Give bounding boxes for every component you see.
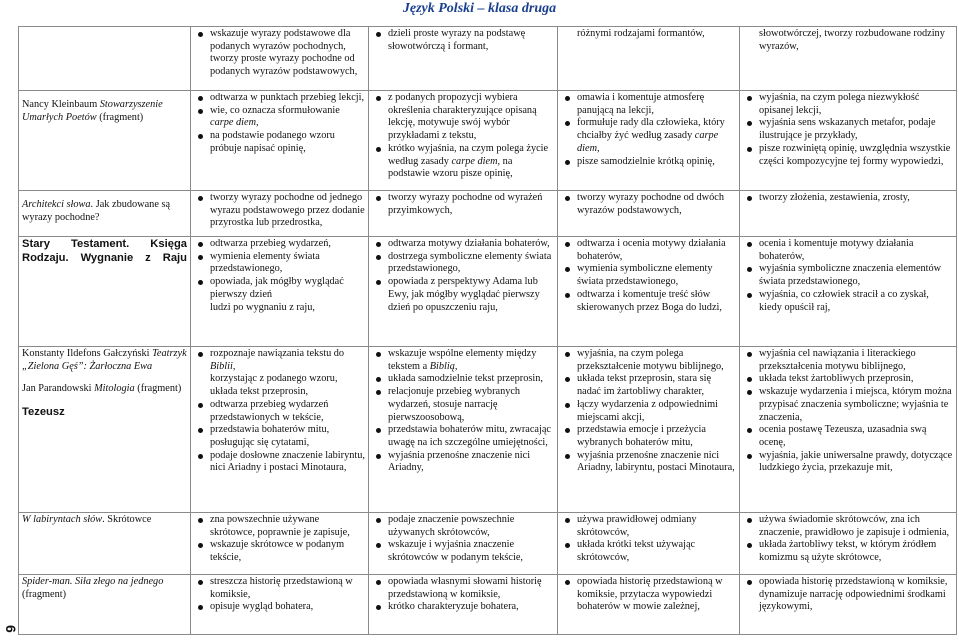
list-item-text: ocenia i komentuje motywy działania bohaterów, [759,238,914,262]
requirements-cell [369,27,558,91]
list-item-text: opisuje wygląd bohatera, [210,601,314,613]
requirements-list [372,514,554,565]
list-item-text: przedstawia bohaterów mitu, posługując się cytatami, [210,424,330,448]
list-item-text: wyjaśnia symboliczne znaczenia elementów świata przedstawionego, [759,263,942,288]
list-item [561,373,736,398]
list-item-text: wskazuje wspólne elementy między tekstem a [388,348,537,372]
list-item-text: dzieli proste wyrazy na podstawę słowotwórczą i formant, [388,28,526,52]
list-item [194,576,365,601]
list-item [743,263,953,288]
list-item [194,514,365,539]
requirements-list [561,192,736,217]
requirements-cell [191,27,369,91]
list-item-text: formułuje rady dla człowieka, który chciałby żyć według zasady [577,117,725,142]
list-item [561,289,736,314]
list-item [743,192,953,205]
list-item-text: układa tekst przeprosin, stara się nadać im żartobliwy charakter, [577,373,712,398]
requirements-cell [558,91,740,191]
topic-cell [19,575,191,635]
requirements-list [561,348,736,475]
list-item-italic: carpe diem, [577,130,719,154]
requirements-cell [369,237,558,347]
list-item-continuation: korzystając z podanego wzoru, układa tekst przeprosin, [210,373,338,398]
table-row [19,575,957,635]
requirements-table [18,26,957,635]
topic-text: . Jak zbudowane są wyrazy pochodne? [22,199,171,223]
table-row [19,347,957,513]
topic-text: (fragment) [96,111,144,123]
list-item-text: rozpoznaje nawiązania tekstu do [210,348,345,359]
page-header: Język Polski – klasa druga [402,1,557,16]
requirements-list [194,28,365,79]
requirements-cell [740,191,957,237]
list-item [372,601,554,614]
topic-text: (fragment) [134,383,182,395]
requirements-list [194,238,365,314]
requirements-list [561,514,736,565]
list-item [743,514,953,539]
list-item-italic: Biblią, [429,360,458,372]
list-item-text: układa samodzielnie tekst przeprosin, [388,373,543,385]
topic-text: Architekci słowa [22,199,91,210]
list-item [194,192,365,230]
list-item [561,238,736,263]
list-item-italic: carpe diem, [451,155,501,167]
topic-title: Tezeusz [22,406,65,419]
topic-text: Jan Parandowski [22,383,95,395]
requirements-list [194,348,365,475]
list-item-text: omawia i komentuje atmosferę panującą na lekcji, [577,92,705,116]
requirements-cell [369,513,558,575]
topic-title [22,514,187,527]
requirements-list [194,576,365,614]
list-item [372,373,554,386]
requirements-cell [191,347,369,513]
list-item-text: podaje znaczenie powszechnie używanych skrótowców, [388,514,515,538]
list-item-text: wyjaśnia, jakie uniwersalne prawdy, dotyczące ludzkiego życia, przekazuje mit, [759,449,953,474]
requirements-list [743,348,953,475]
list-item [743,289,953,314]
list-item [372,539,554,564]
requirements-cell [558,575,740,635]
list-item-text: z podanych propozycji wybiera określenia charakteryzujące opisaną lekcję, motywuje swój wybór przykładami z tekstu, [388,92,537,142]
list-item-text: odtwarza motywy działania bohaterów, [388,238,550,249]
list-item-text: tworzy wyrazy pochodne od jednego wyrazu podstawowego przez dodanie przyrostka lub przedrostka, [210,192,365,229]
list-item [372,514,554,539]
requirements-cell [191,237,369,347]
list-item-text: tworzy złożenia, zestawienia, zrosty, [759,192,910,203]
list-item [372,348,554,373]
list-item-italic: Biblii, [210,360,236,372]
list-item [372,576,554,601]
requirements-cell [191,191,369,237]
requirements-cell [558,347,740,513]
list-item-text: dostrzega symboliczne elementy świata przedstawionego, [388,250,552,275]
list-item-text: ocenia postawę Tezeusza, uzasadnia swą ocenę, [759,424,927,448]
list-item-text: pisze rozwiniętą opinię, uwzględnia wszystkie części kompozycyjne tej formy wypowiedzi, [759,142,951,167]
requirements-list [743,238,953,314]
topic-cell [19,347,191,513]
list-item [372,450,554,475]
list-item [372,424,554,449]
topic-cell [19,237,191,347]
requirements-cell [191,575,369,635]
list-item-text: przedstawia emocje i przeżycia wybranych bohaterów mitu, [577,424,706,448]
list-item-text: na podstawie wzoru pisze opinię, [388,155,513,180]
list-item [743,373,953,386]
list-item-continuation: ludzi po wygnaniu z raju, [210,301,315,313]
list-item-text: odtwarza w punktach przebieg lekcji, [210,92,365,103]
topic-text: Mitologia [94,383,135,395]
topic-cell [19,191,191,237]
list-item-text: krótko wyjaśnia, na czym polega życie według zasady [388,142,549,167]
list-item-text: przedstawia bohaterów mitu, zwracając uwagę na ich szczególne umiejętności, [388,424,551,448]
requirements-list [194,192,365,230]
list-item [561,399,736,424]
list-item [372,192,554,217]
list-item [194,28,365,79]
table-row [19,91,957,191]
list-item [194,399,365,424]
list-item-text: wskazuje i wyjaśnia znaczenie skrótowców w podanym tekście, [388,539,523,564]
list-item-text: używa świadomie skrótowców, zna ich znaczenie, prawidłowo je zapisuje i odmienia, [759,514,950,538]
list-item [743,348,953,373]
list-item [743,450,953,475]
list-item-italic: carpe diem, [210,117,259,129]
list-item [743,143,953,168]
list-item [194,348,365,399]
list-item-text: pisze samodzielnie krótką opinię, [577,155,715,167]
list-item-text: wskazuje wydarzenia i miejsca, którym można przypisać znaczenia symboliczne; wyjaśnia te znaczenia, [759,386,952,423]
list-item-text: wyjaśnia, na czym polega przekształcenie motywu biblijnego, [577,348,724,372]
requirements-cell [558,27,740,91]
topic-cell [19,27,191,91]
list-item [194,601,365,614]
topic-cell [19,91,191,191]
requirements-list [743,192,953,205]
list-item [561,514,736,539]
requirements-cell [191,513,369,575]
list-item-text: wyjaśnia przenośne znaczenie nici Ariadny, [388,449,531,474]
requirements-list [372,192,554,217]
requirements-cell [740,513,957,575]
list-item-text: na podstawie podanego wzoru próbuje napisać opinię, [210,130,335,154]
list-item [743,92,953,117]
requirements-cell [369,191,558,237]
list-item [561,263,736,288]
requirements-cell [740,237,957,347]
requirements-cell [369,91,558,191]
topic-title [22,348,187,373]
topic-text: Konstanty Ildefons Gałczyński [22,348,153,359]
list-item [743,576,953,614]
topic-text: W labiryntach słów [22,514,103,525]
list-item-text: streszcza historię przedstawioną w komiksie, [210,576,353,600]
requirements-cell [369,347,558,513]
list-item [194,105,365,130]
list-item-text: wskazuje wyrazy podstawowe dla podanych wyrazów pochodnych, tworzy proste wyrazy pochodne od podanych wyrazów podstawowych, [210,28,358,78]
topic-title: Stary Testament. Księga Rodzaju. Wygnanie z Raju [22,238,187,264]
list-item [372,386,554,424]
table-row [19,191,957,237]
list-item [743,238,953,263]
topic-title [22,383,187,396]
topic-text: (fragment) [22,588,67,600]
continued-text: słowotwórczej, tworzy rozbudowane rodziny wyrazów, [759,28,945,52]
list-item-text: opowiada historię przedstawioną w komiksie, dynamizuje narrację odpowiednimi środkami językowymi, [759,576,948,613]
topic-text: Teatrzyk „Zielona Gęś”: Żarłoczna Ewa [22,348,187,372]
topic-text: Nancy Kleinbaum [22,99,100,110]
requirements-list [743,576,953,614]
list-item [194,251,365,276]
list-item [743,539,953,564]
list-item-text: tworzy wyrazy pochodne od wyrażeń przyimkowych, [388,192,543,216]
list-item [194,238,365,251]
requirements-list [561,576,736,614]
list-item [372,143,554,181]
page-number: 6 [3,625,19,633]
requirements-cell [558,513,740,575]
list-item-text: opowiada z perspektywy Adama lub Ewy, jak mógłby wyglądać pierwszy dzień po opuszczeniu raju, [388,276,540,313]
requirements-cell [558,191,740,237]
list-item [561,424,736,449]
list-item-text: układa krótki tekst używając skrótowców, [577,539,696,564]
list-item [561,450,736,475]
requirements-list [372,28,554,53]
list-item-text: tworzy wyrazy pochodne od dwóch wyrazów podstawowych, [577,192,724,216]
requirements-cell [740,91,957,191]
list-item [743,386,953,424]
requirements-cell [740,575,957,635]
list-item [194,424,365,449]
list-item-text: relacjonuje przebieg wybranych wydarzeń, stosuje narrację pierwszoosobową, [388,386,521,423]
topic-text: Stowarzyszenie Umarłych Poetów [22,99,163,123]
list-item [561,92,736,117]
list-item-text: wie, co oznacza sformułowanie [210,104,340,116]
topic-text: . Skrótowce [102,514,152,525]
requirements-list [372,92,554,181]
requirements-list [743,92,953,168]
list-item [743,424,953,449]
list-item [372,28,554,53]
requirements-list [372,576,554,614]
table-row [19,27,957,91]
requirements-list [372,238,554,314]
list-item [372,238,554,251]
list-item-text: wyjaśnia, co człowiek stracił a co zyskał, kiedy opuścił raj, [759,288,929,313]
requirements-cell [740,347,957,513]
requirements-list [743,514,953,565]
list-item-text: zna powszechnie używane skrótowce, poprawnie je zapisuje, [210,514,350,538]
requirements-cell [369,575,558,635]
list-item-text: odtwarza przebieg wydarzeń przedstawionych w tekście, [210,398,329,423]
list-item [194,539,365,564]
list-item-text: wyjaśnia sens wskazanych metafor, podaje ilustrujące je przykłady, [759,117,936,142]
list-item-text: odtwarza i ocenia motywy działania bohaterów, [577,238,726,262]
list-item-text: podaje dosłowne znaczenie labiryntu, nici Ariadny i postaci Minotaura, [210,449,365,474]
list-item-text: opowiada własnymi słowami historię przedstawioną w komiksie, [388,576,542,600]
table-row [19,237,957,347]
topic-text: Spider-man. Siła złego na jednego [22,576,164,587]
requirements-list [372,348,554,475]
list-item [561,539,736,564]
list-item-text: wskazuje skrótowce w podanym tekście, [210,539,345,564]
list-item [372,251,554,276]
list-item-text: wyjaśnia cel nawiązania i literackiego przekształcenia motywu biblijnego, [759,348,916,372]
list-item-text: wyjaśnia, na czym polega niezwykłość opisanej lekcji, [759,92,920,116]
requirements-cell [191,91,369,191]
requirements-cell [558,237,740,347]
list-item [194,130,365,155]
list-item [372,92,554,143]
topic-cell [19,513,191,575]
list-item-text: układa żartobliwy tekst, w którym źródłem komizmu są użyte skrótowce, [759,539,937,564]
continued-text: różnymi rodzajami formantów, [577,28,705,39]
list-item [372,276,554,314]
table-row [19,513,957,575]
list-item [194,276,365,314]
list-item-text: odtwarza przebieg wydarzeń, [210,238,331,249]
topic-title [22,99,187,124]
list-item [194,92,365,105]
list-item [561,348,736,373]
requirements-list [194,514,365,565]
requirements-list [561,238,736,314]
list-item-text: krótko charakteryzuje bohatera, [388,601,519,613]
list-item [561,117,736,155]
list-item [561,576,736,614]
list-item-text: opowiada, jak mógłby wyglądać pierwszy dzień [210,276,344,300]
topic-title [22,576,187,601]
list-item [561,192,736,217]
list-item-text: wymienia elementy świata przedstawionego, [210,250,320,275]
list-item [194,450,365,475]
topic-title [22,199,187,224]
requirements-list [194,92,365,156]
list-item-text: wymienia symboliczne elementy świata przedstawionego, [577,263,713,288]
list-item-text: łączy wydarzenia z odpowiednimi miejscami akcji, [577,398,718,423]
list-item-text: opowiada historię przedstawioną w komiksie, przytacza wypowiedzi bohaterów w mowie zależnej, [577,576,723,613]
list-item-text: wyjaśnia przenośne znaczenie nici Ariadny, labiryntu, postaci Minotaura, [577,449,735,474]
requirements-list [561,92,736,168]
list-item-text: używa prawidłowej odmiany skrótowców, [577,514,697,538]
list-item [561,156,736,169]
list-item-text: układa tekst żartobliwych przeprosin, [759,373,914,385]
list-item [743,117,953,142]
list-item-text: odtwarza i komentuje treść słów skierowanych przez Boga do ludzi, [577,288,722,313]
requirements-cell [740,27,957,91]
